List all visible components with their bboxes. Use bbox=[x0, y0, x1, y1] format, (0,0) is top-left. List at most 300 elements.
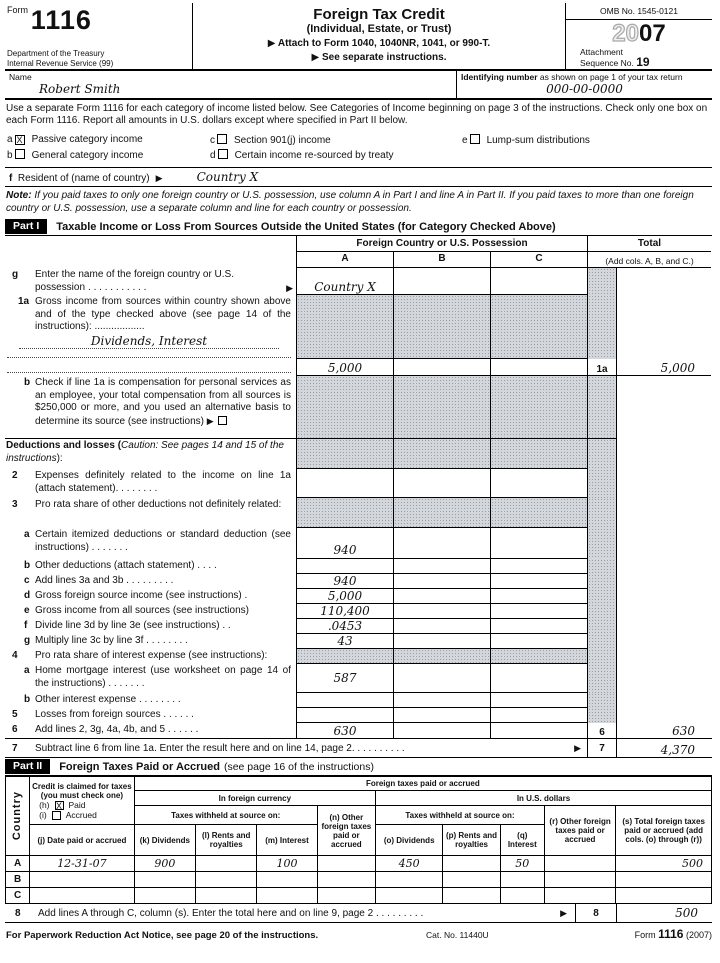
line-3c-row bbox=[5, 574, 712, 589]
deductions-heading-band bbox=[5, 439, 712, 469]
row-a-col-l[interactable] bbox=[196, 856, 257, 872]
line-5-col-c[interactable] bbox=[490, 708, 587, 723]
line-3e-desc: Gross income from all sources (see instructions) bbox=[35, 605, 249, 616]
form-footer-id bbox=[635, 927, 712, 941]
row-a-col-s[interactable] bbox=[616, 856, 712, 872]
line-8-arrow-icon: ▶ bbox=[560, 907, 567, 918]
line-g-desc2: possession bbox=[35, 281, 86, 293]
country-column-label-cell bbox=[6, 777, 30, 856]
row-a-col-m[interactable] bbox=[257, 856, 317, 872]
line-8-total-value[interactable]: 500 bbox=[675, 906, 698, 920]
row-a-k-value[interactable]: 900 bbox=[154, 857, 176, 870]
row-c-col-m[interactable] bbox=[257, 888, 317, 904]
name-field-block bbox=[5, 71, 456, 98]
line-6-row bbox=[5, 723, 712, 739]
line-3d-col-a[interactable] bbox=[296, 589, 393, 604]
line-3c-col-b[interactable] bbox=[393, 574, 490, 589]
col-l-header: (l) Rents and royalties bbox=[196, 825, 257, 856]
line-4-shaded-b bbox=[393, 649, 490, 664]
row-a-date-value[interactable]: 12-31-07 bbox=[57, 857, 107, 870]
line-3c-col-c[interactable] bbox=[490, 574, 587, 589]
line-3g-col-c[interactable] bbox=[490, 634, 587, 649]
line-3-shaded-num bbox=[587, 498, 616, 528]
deductions-shaded-num bbox=[587, 439, 616, 469]
category-a-checkbox[interactable]: X bbox=[16, 135, 23, 145]
line-7-total-value[interactable]: 4,370 bbox=[660, 743, 695, 757]
line-6-total-value[interactable]: 630 bbox=[672, 724, 695, 738]
line-1a-total-value[interactable]: 5,000 bbox=[660, 361, 695, 375]
paid-checkbox[interactable]: X bbox=[56, 800, 63, 811]
line-3g-num-cell bbox=[587, 634, 616, 649]
line-1a-col-c[interactable] bbox=[490, 359, 587, 376]
line-1a-fill-line[interactable] bbox=[7, 349, 291, 358]
row-c-col-q[interactable] bbox=[500, 888, 544, 904]
row-c-col-s[interactable] bbox=[616, 888, 712, 904]
line-1a-col-a[interactable] bbox=[296, 359, 393, 376]
row-c-col-o[interactable] bbox=[376, 888, 443, 904]
deductions-shaded-b bbox=[393, 439, 490, 469]
line-4b-row bbox=[5, 693, 712, 708]
resident-letter: f bbox=[9, 173, 13, 184]
line-2-total-spacer bbox=[616, 469, 711, 498]
line-1b-total-spacer bbox=[616, 376, 711, 439]
column-a-header: A bbox=[296, 252, 393, 268]
line-1a-shaded-a bbox=[296, 295, 393, 359]
line-4a-num-cell bbox=[587, 664, 616, 693]
id-label-rest: as shown on page 1 of your tax return bbox=[537, 72, 683, 82]
page-footer bbox=[5, 923, 712, 941]
col-q-header: (q) Interest bbox=[500, 825, 544, 856]
attachment-word: Attachment bbox=[580, 47, 623, 57]
line-1a-desc: Gross income from sources within country shown above and of the type checked above (see page 14 of the instructions): .................. bbox=[35, 296, 291, 332]
deductions-end: ): bbox=[56, 452, 63, 464]
line-3d-value-a[interactable]: 5,000 bbox=[327, 589, 363, 603]
line-3e-col-b[interactable] bbox=[393, 604, 490, 619]
line-g-num-cell bbox=[587, 268, 616, 295]
line-3f-col-a[interactable] bbox=[296, 619, 393, 634]
line-1a-fill-line2[interactable] bbox=[7, 364, 291, 373]
category-d-letter: d bbox=[210, 150, 216, 161]
line-7-arrow-icon: ▶ bbox=[574, 742, 581, 753]
line-3b-col-b[interactable] bbox=[393, 559, 490, 574]
identifying-number-input[interactable]: 000-00-0000 bbox=[546, 82, 623, 96]
category-c-label: Section 901(j) income bbox=[234, 135, 331, 146]
line-3d-row bbox=[5, 589, 712, 604]
line-4b-num-cell bbox=[587, 693, 616, 708]
row-b-letter: B bbox=[6, 872, 30, 888]
line-4a-col-c[interactable] bbox=[490, 664, 587, 693]
line-4a-row bbox=[5, 664, 712, 693]
line-3a-row bbox=[5, 528, 712, 559]
country-column-label: Country bbox=[11, 791, 24, 841]
row-b-col-s[interactable] bbox=[616, 872, 712, 888]
country-row-b bbox=[6, 872, 712, 888]
accrued-checkbox[interactable] bbox=[52, 811, 61, 820]
col-n-header: (n) Other foreign taxes paid or accrued bbox=[317, 806, 375, 856]
line-7-total-box[interactable] bbox=[616, 739, 711, 757]
line-3g-row bbox=[5, 634, 712, 649]
attach-line: ▶ Attach to Form 1040, 1040NR, 1041, or 990-T. bbox=[267, 38, 491, 49]
line-3b-col-c[interactable] bbox=[490, 559, 587, 574]
line-3-desc: Pro rata share of other deductions not definitely related: bbox=[35, 499, 282, 510]
row-b-col-k[interactable] bbox=[134, 872, 195, 888]
column-b-header: B bbox=[393, 252, 490, 268]
line-4b-total-spacer bbox=[616, 693, 711, 708]
form-number-block bbox=[5, 3, 193, 69]
deductions-caution: Caution: See pages 14 and 15 of the instructions bbox=[6, 440, 284, 464]
row-a-m-value[interactable]: 100 bbox=[276, 857, 298, 870]
category-d-checkbox[interactable] bbox=[218, 149, 228, 159]
row-c-col-p[interactable] bbox=[443, 888, 500, 904]
category-a-letter: a bbox=[7, 134, 13, 145]
line-1a-shaded-b bbox=[393, 295, 490, 359]
line-7-num-label: 7 bbox=[599, 742, 605, 754]
line-6-col-b[interactable] bbox=[393, 723, 490, 738]
category-b-general[interactable] bbox=[7, 149, 210, 161]
line-2-row bbox=[5, 469, 712, 498]
part2-title: Foreign Taxes Paid or Accrued bbox=[59, 760, 220, 773]
part1-bar bbox=[5, 218, 712, 236]
line-1a-value-row bbox=[5, 359, 712, 376]
i-label: (i) bbox=[39, 809, 47, 820]
line-3b-num-cell bbox=[587, 559, 616, 574]
line-3g-number: g bbox=[24, 635, 31, 646]
line-8-desc: Add lines A through C, column (s). Enter the total here and on line 9, page 2 . . . . . . . . . bbox=[38, 907, 424, 919]
row-c-date[interactable] bbox=[30, 888, 135, 904]
line-3f-row bbox=[5, 619, 712, 634]
line-g-row bbox=[5, 268, 712, 295]
line-2-col-b[interactable] bbox=[393, 469, 490, 498]
line-1a-line-number-box bbox=[587, 359, 616, 376]
department-lines bbox=[7, 49, 190, 68]
line-3d-col-c[interactable] bbox=[490, 589, 587, 604]
line-6-col-a[interactable] bbox=[296, 723, 393, 738]
deductions-bold: Deductions and losses ( bbox=[6, 440, 122, 451]
line-3c-number: c bbox=[24, 575, 30, 586]
total-subheader: (Add cols. A, B, and C.) bbox=[587, 252, 711, 268]
category-b-letter: b bbox=[7, 150, 13, 161]
form-word: Form bbox=[7, 5, 28, 15]
paperwork-notice: For Paperwork Reduction Act Notice, see page 20 of the instructions. bbox=[6, 930, 319, 941]
omb-number: OMB No. 1545-0121 bbox=[566, 3, 712, 20]
line-3d-num-cell bbox=[587, 589, 616, 604]
line-6-desc: Add lines 2, 3g, 4a, 4b, and 5 . . . . . . bbox=[35, 724, 199, 735]
sequence-label: Sequence No. bbox=[580, 58, 634, 68]
line-5-col-b[interactable] bbox=[393, 708, 490, 723]
line-g-col-c[interactable] bbox=[490, 268, 587, 295]
line-3c-value-a[interactable]: 940 bbox=[333, 574, 357, 588]
line-4-shaded-c bbox=[490, 649, 587, 664]
accrued-checkbox-row[interactable] bbox=[31, 810, 133, 820]
line-7-desc: Subtract line 6 from line 1a. Enter the result here and on line 14, page 2. . . . . . . . . . bbox=[35, 742, 405, 754]
col-k-header: (k) Dividends bbox=[134, 825, 195, 856]
line-3a-value-a[interactable]: 940 bbox=[333, 543, 357, 557]
row-a-date[interactable] bbox=[30, 856, 135, 872]
line-g-value-a[interactable]: Country X bbox=[314, 280, 376, 294]
line-3g-value-a[interactable]: 43 bbox=[337, 634, 353, 648]
line-3d-col-b[interactable] bbox=[393, 589, 490, 604]
line-3e-col-c[interactable] bbox=[490, 604, 587, 619]
line-5-number: 5 bbox=[12, 709, 18, 720]
category-a-label: Passive category income bbox=[31, 134, 143, 145]
part2-bar bbox=[5, 757, 712, 776]
dept-line-1: Department of the Treasury bbox=[7, 49, 105, 58]
row-a-o-value[interactable]: 450 bbox=[398, 857, 420, 870]
row-a-col-n[interactable] bbox=[317, 856, 375, 872]
row-b-col-o[interactable] bbox=[376, 872, 443, 888]
row-a-q-value[interactable]: 50 bbox=[515, 857, 530, 870]
line-5-desc: Losses from foreign sources . . . . . . bbox=[35, 709, 194, 720]
line-4a-total-spacer bbox=[616, 664, 711, 693]
row-a-col-q[interactable] bbox=[500, 856, 544, 872]
foreign-currency-header: In foreign currency bbox=[134, 791, 375, 806]
category-d-resourced[interactable] bbox=[210, 149, 462, 161]
row-b-col-q[interactable] bbox=[500, 872, 544, 888]
name-input[interactable]: Robert Smith bbox=[39, 82, 121, 96]
row-b-col-n[interactable] bbox=[317, 872, 375, 888]
category-checkboxes bbox=[5, 129, 712, 167]
line-3f-value-a[interactable]: .0453 bbox=[327, 619, 363, 633]
line-3f-col-b[interactable] bbox=[393, 619, 490, 634]
line-3b-col-a[interactable] bbox=[296, 559, 393, 574]
line-4-number: 4 bbox=[12, 650, 18, 661]
line-3b-desc: Other deductions (attach statement) . . . . bbox=[35, 560, 217, 571]
row-c-col-k[interactable] bbox=[134, 888, 195, 904]
category-e-letter: e bbox=[462, 135, 468, 146]
category-a-passive[interactable] bbox=[7, 134, 210, 146]
line-3f-num-cell bbox=[587, 619, 616, 634]
line-6-num-label: 6 bbox=[599, 727, 605, 738]
row-b-col-l[interactable] bbox=[196, 872, 257, 888]
line-1a-total-spacer bbox=[616, 295, 711, 359]
row-a-col-k[interactable] bbox=[134, 856, 195, 872]
line-3c-col-a[interactable] bbox=[296, 574, 393, 589]
line-4b-number: b bbox=[24, 694, 31, 705]
deductions-total-spacer bbox=[616, 439, 711, 469]
line-6-total-box[interactable] bbox=[616, 723, 711, 738]
category-c-section901j[interactable] bbox=[210, 134, 462, 146]
resident-country-input[interactable]: Country X bbox=[196, 170, 259, 184]
line-3f-total-spacer bbox=[616, 619, 711, 634]
line-2-desc: Expenses definitely related to the income on line 1a (attach statement). . . . . . . . bbox=[35, 470, 291, 494]
line-2-num-cell bbox=[587, 469, 616, 498]
line-3e-col-a[interactable] bbox=[296, 604, 393, 619]
line-1b-checkbox[interactable] bbox=[218, 416, 227, 425]
line-3e-number: e bbox=[24, 605, 30, 616]
see-instructions-line: ▶ See separate instructions. bbox=[311, 52, 447, 63]
line-6-value-a[interactable]: 630 bbox=[333, 724, 357, 738]
note-bold: Note: bbox=[6, 190, 32, 201]
country-row-c bbox=[6, 888, 712, 904]
line-3d-number: d bbox=[24, 590, 31, 601]
line-g-number: g bbox=[12, 269, 19, 280]
omb-year-block bbox=[565, 3, 712, 69]
line-4a-col-b[interactable] bbox=[393, 664, 490, 693]
part1-header-row1 bbox=[5, 236, 712, 252]
category-e-lumpsum[interactable] bbox=[462, 134, 712, 146]
line-4b-col-a[interactable] bbox=[296, 693, 393, 708]
line-g-col-b[interactable] bbox=[393, 268, 490, 295]
line-6-col-c[interactable] bbox=[490, 723, 587, 738]
form-number: 1116 bbox=[30, 5, 92, 35]
line-3a-col-c[interactable] bbox=[490, 528, 587, 559]
line-3-shaded-b bbox=[393, 498, 490, 528]
line-1a-shaded-num bbox=[587, 295, 616, 359]
part2-title-suffix: (see page 16 of the instructions) bbox=[223, 760, 374, 773]
part1-header-row2 bbox=[5, 252, 712, 268]
line-1b-shaded-a bbox=[296, 376, 393, 439]
line-3e-value-a[interactable]: 110,400 bbox=[320, 604, 370, 618]
line-1b-shaded-c bbox=[490, 376, 587, 439]
foreign-country-group-header: Foreign Country or U.S. Possession bbox=[296, 236, 587, 252]
row-c-col-n[interactable] bbox=[317, 888, 375, 904]
part2-table bbox=[5, 776, 712, 904]
resident-row bbox=[5, 167, 712, 187]
dept-line-2: Internal Revenue Service (99) bbox=[7, 58, 114, 68]
line-3g-col-a[interactable] bbox=[296, 634, 393, 649]
line-2-number: 2 bbox=[12, 470, 18, 481]
row-c-col-l[interactable] bbox=[196, 888, 257, 904]
line-4b-col-b[interactable] bbox=[393, 693, 490, 708]
row-b-col-p[interactable] bbox=[443, 872, 500, 888]
year-outline: 20 bbox=[612, 20, 639, 47]
footer-year: (2007) bbox=[685, 930, 712, 940]
line-4-heading-band bbox=[5, 649, 712, 664]
line-3a-col-b[interactable] bbox=[393, 528, 490, 559]
line-3g-total-spacer bbox=[616, 634, 711, 649]
line-3a-total-spacer bbox=[616, 528, 711, 559]
row-a-col-o[interactable] bbox=[376, 856, 443, 872]
category-b-label: General category income bbox=[31, 150, 144, 161]
line-1b-shaded-b bbox=[393, 376, 490, 439]
line-3f-number: f bbox=[24, 620, 28, 631]
name-id-row bbox=[5, 71, 712, 100]
line-1a-total-box[interactable] bbox=[616, 359, 711, 376]
line-8-number: 8 bbox=[15, 907, 21, 919]
catalog-number: Cat. No. 11440U bbox=[426, 930, 489, 940]
intro-paragraph: Use a separate Form 1116 for each category of income listed below. See Categories of Income beginning on page 3 of the instructions. Check only one box on each Form 1116. Report all amounts in U.S. dollars except where specified in Part II below. bbox=[6, 103, 708, 126]
line-3g-col-b[interactable] bbox=[393, 634, 490, 649]
form-title-block bbox=[193, 3, 565, 69]
part1-title: Taxable Income or Loss From Sources Outside the United States (for Category Checked Above) bbox=[56, 220, 556, 233]
column-c-header: C bbox=[490, 252, 587, 268]
line-5-col-a[interactable] bbox=[296, 708, 393, 723]
row-a-col-r[interactable] bbox=[544, 856, 615, 872]
line-3f-col-c[interactable] bbox=[490, 619, 587, 634]
line-3c-num-cell bbox=[587, 574, 616, 589]
line-1b-desc bbox=[35, 377, 293, 428]
col-j-header: (j) Date paid or accrued bbox=[30, 825, 135, 856]
deductions-shaded-a bbox=[296, 439, 393, 469]
row-b-col-m[interactable] bbox=[257, 872, 317, 888]
line-1b-band bbox=[5, 376, 712, 439]
line-3-number: 3 bbox=[12, 499, 18, 510]
row-a-col-p[interactable] bbox=[443, 856, 500, 872]
line-1a-written-entry[interactable]: Dividends, Interest bbox=[19, 334, 279, 349]
line-8-line-number-box: 8 bbox=[575, 904, 617, 922]
line-3b-number: b bbox=[24, 560, 31, 571]
line-5-row bbox=[5, 708, 712, 723]
category-c-checkbox[interactable] bbox=[217, 134, 227, 144]
paid-checkbox-row[interactable] bbox=[31, 800, 133, 810]
line-3d-desc: Gross foreign source income (see instructions) . bbox=[35, 590, 248, 601]
line-g-arrow-icon: ▶ bbox=[286, 282, 293, 293]
col-m-header: (m) Interest bbox=[257, 825, 317, 856]
tax-year bbox=[566, 21, 712, 47]
line-3a-number: a bbox=[24, 529, 30, 540]
line-3-total-spacer bbox=[616, 498, 711, 528]
row-c-letter: C bbox=[6, 888, 30, 904]
sequence-number: 19 bbox=[636, 55, 650, 69]
row-b-date[interactable] bbox=[30, 872, 135, 888]
category-e-checkbox[interactable] bbox=[470, 134, 480, 144]
line-4a-desc: Home mortgage interest (use worksheet on page 14 of the instructions) . . . . . . . bbox=[35, 665, 291, 689]
line-1b-number: b bbox=[24, 377, 31, 388]
paid-label: Paid bbox=[68, 799, 86, 810]
col-p-header: (p) Rents and royalties bbox=[443, 825, 500, 856]
line-g-col-a[interactable] bbox=[296, 268, 393, 295]
line-1b-desc-text: Check if line 1a is compensation for personal services as an employee, your total compensation from all sources is $250,000 or more, and you used an alternative basis to determine its source (see instructions) bbox=[35, 377, 291, 427]
line-g-desc1: Enter the name of the foreign country or U.S. bbox=[35, 269, 234, 280]
line-3-shaded-a bbox=[296, 498, 393, 528]
line-4a-col-a[interactable] bbox=[296, 664, 393, 693]
line-7-row bbox=[5, 739, 712, 757]
row-c-col-r[interactable] bbox=[544, 888, 615, 904]
footer-form-number: 1116 bbox=[658, 927, 684, 941]
line-1a-number: 1a bbox=[18, 296, 30, 307]
line-6-number: 6 bbox=[12, 724, 18, 735]
line-4b-desc: Other interest expense . . . . . . . . bbox=[35, 694, 181, 705]
line-5-num-cell bbox=[587, 708, 616, 723]
line-8-row bbox=[5, 904, 712, 923]
category-e-label: Lump-sum distributions bbox=[486, 135, 590, 146]
line-3d-total-spacer bbox=[616, 589, 711, 604]
col-s-header: (s) Total foreign taxes paid or accrued (add cols. (o) through (r)) bbox=[616, 806, 712, 856]
line-3c-total-spacer bbox=[616, 574, 711, 589]
part1-table bbox=[5, 236, 712, 757]
row-a-letter: A bbox=[6, 856, 30, 872]
col-r-header: (r) Other foreign taxes paid or accrued bbox=[544, 806, 615, 856]
note-paragraph bbox=[5, 187, 712, 218]
line-3-heading-band bbox=[5, 498, 712, 528]
line-1a-value-a[interactable]: 5,000 bbox=[327, 361, 363, 375]
foreign-taxes-group-header: Foreign taxes paid or accrued bbox=[134, 777, 711, 791]
form-header bbox=[5, 3, 712, 71]
row-b-col-r[interactable] bbox=[544, 872, 615, 888]
line-4a-value-a[interactable]: 587 bbox=[333, 671, 357, 685]
attachment-sequence bbox=[566, 47, 712, 68]
year-bold: 07 bbox=[639, 20, 666, 47]
line-4-desc: Pro rata share of interest expense (see instructions): bbox=[35, 650, 268, 661]
line-3f-desc: Divide line 3d by line 3e (see instructions) . . bbox=[35, 620, 231, 631]
line-3a-num-cell bbox=[587, 528, 616, 559]
line-3a-col-a[interactable] bbox=[296, 528, 393, 559]
id-label-bold: Identifying number bbox=[461, 72, 538, 82]
category-c-letter: c bbox=[210, 135, 215, 146]
row-a-s-value[interactable]: 500 bbox=[682, 857, 703, 870]
page-subtitle: (Individual, Estate, or Trust) bbox=[306, 23, 452, 35]
identifying-number-block bbox=[456, 71, 712, 98]
h-label: (h) bbox=[39, 799, 50, 810]
line-2-col-c[interactable] bbox=[490, 469, 587, 498]
line-2-col-a[interactable] bbox=[296, 469, 393, 498]
line-1a-col-b[interactable] bbox=[393, 359, 490, 376]
line-4b-col-c[interactable] bbox=[490, 693, 587, 708]
category-b-checkbox[interactable] bbox=[15, 149, 25, 159]
line-7-line-number-box bbox=[587, 739, 616, 757]
line-3g-desc: Multiply line 3c by line 3f . . . . . . . . bbox=[35, 635, 188, 646]
line-3-shaded-c bbox=[490, 498, 587, 528]
